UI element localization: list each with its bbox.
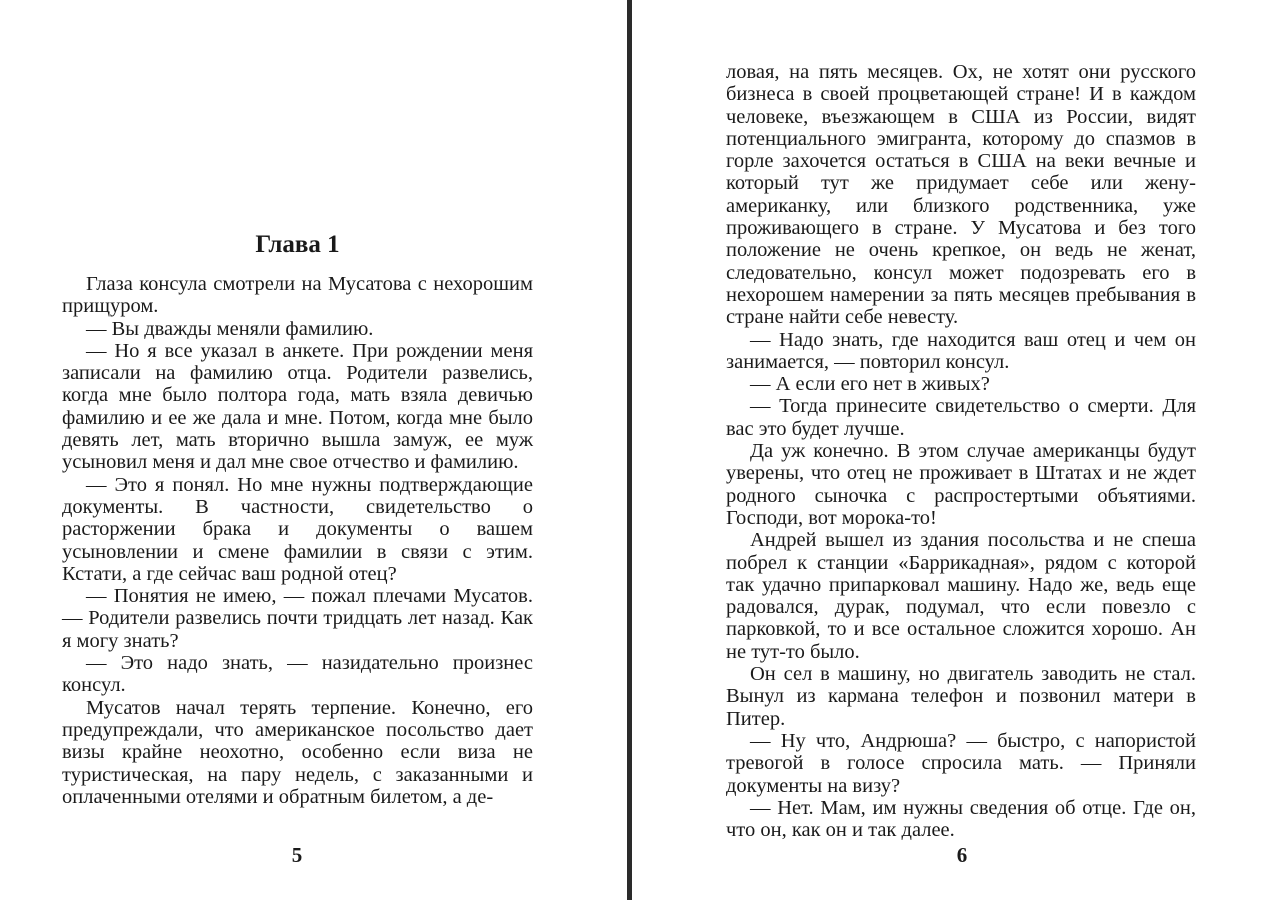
paragraph: — Вы дважды меняли фамилию. xyxy=(86,317,374,340)
paragraph-continued: ловая, на пять месяцев. Ох, не хотят они русского бизнеса в своей процветающей стране! И в каждом человеке, въезжающем в США из России, видят потенциального эмигранта, которому до спазмов в горле захочется остаться в США на веки вечные и который тут же придумает себе или жену-американку, или близкого родственника, уже проживающего в стране. У Мусатова и без того положение не очень крепкое, он ведь не женат, следовательно, консул может подозревать его в нехорошем намерении за пять месяцев пребывания в стране найти себе невесту. xyxy=(726,61,1196,329)
paragraph: — Надо знать, где находится ваш отец и чем он занимается, — повторил консул. xyxy=(726,328,1196,373)
paragraph: Андрей вышел из здания посольства и не спеша побрел к станции «Баррикадная», рядом с которой так удачно припарковал машину. Надо же, ведь еще радовался, дурак, подумал, что если повезло с парковкой, то и все остальное сложится хорошо. Ан не тут-то было. xyxy=(726,529,1196,663)
right-page-text xyxy=(726,61,1196,841)
paragraph: Да уж конечно. В этом случае американцы будут уверены, что отец не проживает в Штатах и не ждет родного сыночка с распростертыми объятиями. Господи, вот морока-то! xyxy=(726,440,1196,529)
paragraph: — Это я понял. Но мне нужны подтверждающие документы. В частности, свидетельство о расторжении брака и документы о вашем усыновлении и смене фамилии в связи с этим. Кстати, а где сейчас ваш родной отец? xyxy=(62,473,533,585)
paragraph: — Это надо знать, — назидательно произнес консул. xyxy=(62,652,533,697)
left-page xyxy=(0,0,627,900)
chapter-title: Глава 1 xyxy=(255,231,340,258)
paragraph: — Тогда принесите свидетельство о смерти. Для вас это будет лучше. xyxy=(726,395,1196,440)
paragraph: — А если его нет в живых? xyxy=(750,373,990,396)
page-number-left: 5 xyxy=(291,843,303,867)
paragraph: — Понятия не имею, — пожал плечами Мусатов. — Родители развелись почти тридцать лет назад. Как я могу знать? xyxy=(62,585,533,652)
page-number-right: 6 xyxy=(956,843,968,867)
book-spine-divider xyxy=(627,0,632,900)
paragraph: — Но я все указал в анкете. При рождении меня записали на фамилию отца. Родители развелись, когда мне было полтора года, мать взяла девичью фамилию и ее же дала и мне. Потом, когда мне было девять лет, мать вторично вышла замуж, ее муж усыновил меня и дал мне свое отчество и фамилию. xyxy=(62,339,533,474)
paragraph: — Ну что, Андрюша? — быстро, с напористой тревогой в голосе спросила мать. — Приняли документы на визу? xyxy=(726,729,1196,797)
paragraph: — Нет. Мам, им нужны сведения об отце. Где он, что он, как он и так далее. xyxy=(726,796,1196,842)
right-page xyxy=(633,0,1263,900)
left-page-text xyxy=(62,273,533,808)
paragraph: Глаза консула смотрели на Мусатова с нехорошим прищуром. xyxy=(62,273,533,318)
paragraph: Он сел в машину, но двигатель заводить не стал. Вынул из кармана телефон и позвонил матери в Питер. xyxy=(726,663,1196,730)
paragraph: Мусатов начал терять терпение. Конечно, его предупреждали, что американское посольство дает визы крайне неохотно, особенно если виза не туристическая, на пару недель, с заказанными и оплаченными отелями и обратным билетом, а де- xyxy=(62,696,533,808)
